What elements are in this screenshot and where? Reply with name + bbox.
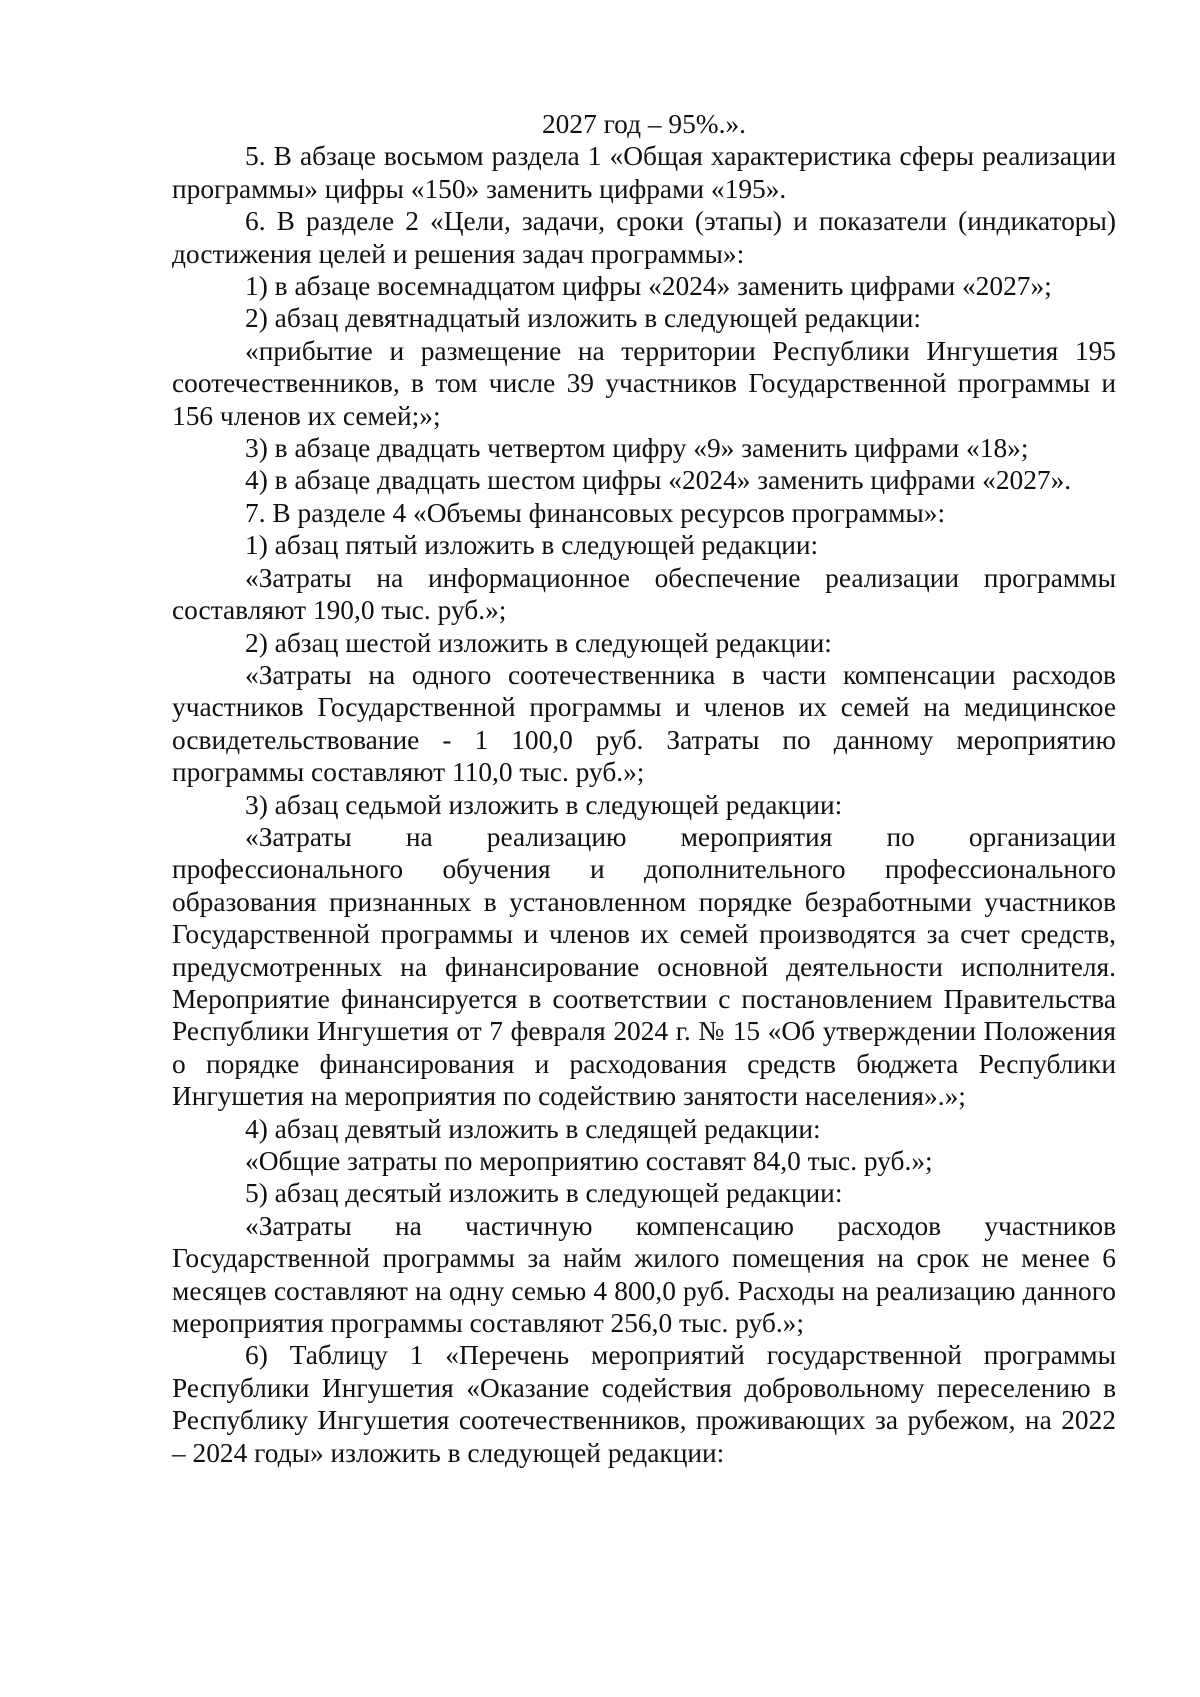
paragraph-item-6-3: 3) в абзаце двадцать четвертом цифру «9» заменить цифрами «18»; xyxy=(245,433,1029,464)
paragraph-item-6-1: 1) в абзаце восемнадцатом цифры «2024» заменить цифрами «2027»; xyxy=(245,271,1052,302)
paragraph-quote-housing-costs: «Затраты на частичную компенсацию расходов участников Государственной программы за найм жилого помещения на срок не менее 6 месяцев составляют на одну семью 4 800,0 руб. Расходы на реализацию данного мероприятия программы составляют 256,0 тыс. руб.»; xyxy=(172,1210,1116,1339)
paragraph-item-7-3: 3) абзац седьмой изложить в следующей редакции: xyxy=(245,789,843,820)
paragraph-item-7: 7. В разделе 4 «Объемы финансовых ресурсов программы»: xyxy=(245,497,946,528)
paragraph-item-7-6: 6) Таблицу 1 «Перечень мероприятий государственной программы Республики Ингушетия «Оказание содействия добровольному переселению в Республику Ингушетия соотечественников, проживающих за рубежом, на 2022 – 2024 годы» изложить в следующей редакции: xyxy=(172,1340,1116,1468)
paragraph-year-target: 2027 год – 95%.». xyxy=(541,109,746,139)
paragraph-item-6-4: 4) в абзаце двадцать шестом цифры «2024» заменить цифрами «2027». xyxy=(245,465,1072,496)
paragraph-quote-arrival: «прибытие и размещение на территории Республики Ингушетия 195 соотечественников, в том числе 39 участников Государственной программы и 156 членов их семей;»; xyxy=(172,335,1116,431)
paragraph-item-5: 5. В абзаце восьмом раздела 1 «Общая характеристика сферы реализации программы» цифры «150» заменить цифрами «195». xyxy=(172,141,1116,204)
paragraph-quote-total-costs: «Общие затраты по мероприятию составят 84,0 тыс. руб.»; xyxy=(245,1146,933,1176)
paragraph-quote-medical-costs: «Затраты на одного соотечественника в части компенсации расходов участников Государственной программы и членов их семей на медицинское освидетельствование - 1 100,0 руб. Затраты по данному мероприятию программы составляют 110,0 тыс. руб.»; xyxy=(172,659,1116,788)
paragraph-item-7-4: 4) абзац девятый изложить в следящей редакции: xyxy=(245,1113,821,1144)
paragraph-item-7-5: 5) абзац десятый изложить в следующей редакции: xyxy=(245,1178,843,1209)
paragraph-item-7-1: 1) абзац пятый изложить в следующей редакции: xyxy=(245,530,819,561)
paragraph-item-6-2: 2) абзац девятнадцатый изложить в следующей редакции: xyxy=(245,303,921,334)
paragraph-item-6: 6. В разделе 2 «Цели, задачи, сроки (этапы) и показатели (индикаторы) достижения целей и решения задач программы»: xyxy=(172,206,1116,269)
paragraph-item-7-2: 2) абзац шестой изложить в следующей редакции: xyxy=(245,627,832,658)
paragraph-quote-info-costs: «Затраты на информационное обеспечение реализации программы составляют 190,0 тыс. руб.»; xyxy=(172,562,1116,626)
document-body xyxy=(172,108,1116,1469)
paragraph-quote-training-costs: «Затраты на реализацию мероприятия по организации профессионального обучения и дополнительного профессионального образования признанных в установленном порядке безработными участников Государственной программы и членов их семей производятся за счет средств, предусмотренных на финансирование основной деятельности исполнителя. Мероприятие финансируется в соответствии с постановлением Правительства Республики Ингушетия от 7 февраля 2024 г. № 15 «Об утверждении Положения о порядке финансирования и расходования средств бюджета Республики Ингушетия на мероприятия по содействию занятости населения».»; xyxy=(172,821,1116,1112)
